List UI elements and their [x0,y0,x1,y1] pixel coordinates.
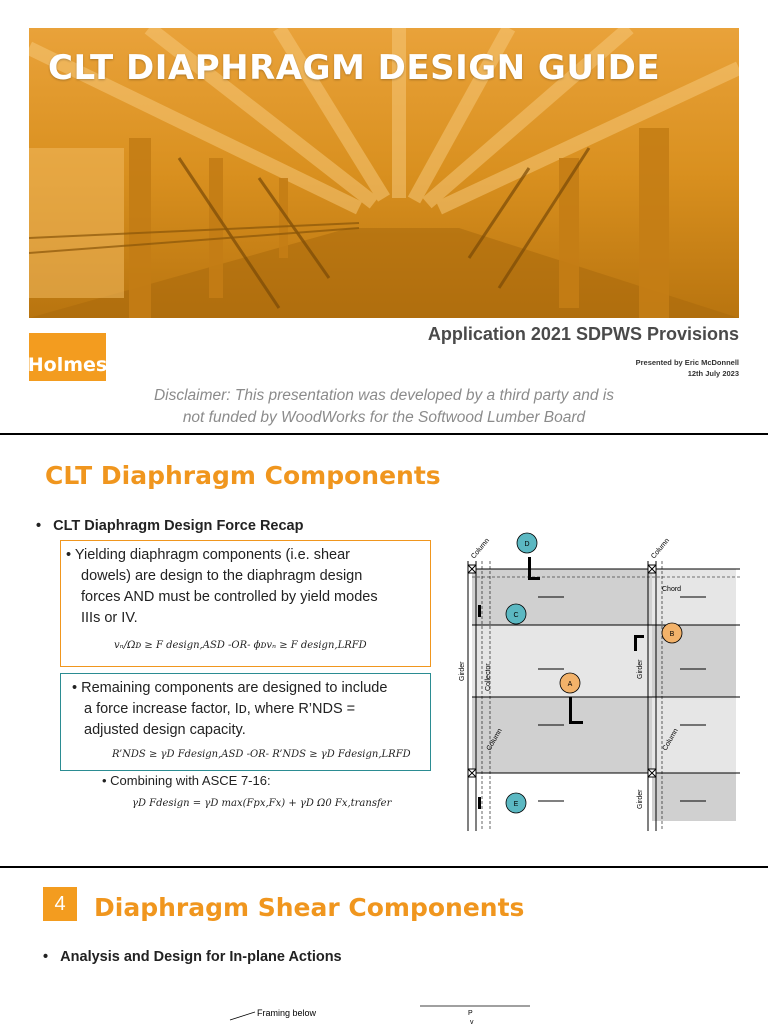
label-p: P [468,1010,473,1017]
box1-line-1: • Yielding diaphragm components (i.e. shear [66,547,350,563]
detail-b-label: B [669,631,675,638]
slide-title: Diaphragm Shear Components [94,893,525,922]
slide-title [0,0,768,433]
disclaimer-line-2: not funded by WoodWorks for the Softwood Lumber Board [182,409,586,426]
label-girder-2: Girder [637,659,644,679]
shear-figure-partial [200,998,560,1024]
diaphragm-plan-diagram [444,521,766,831]
detail-a-label: A [567,681,573,688]
box1-line-2: dowels) are design to the diaphragm design [81,568,363,584]
main-bullet: • CLT Diaphragm Design Force Recap [36,518,304,534]
combine-formula: γD Fdesign = γD max(Fpx,Fx) + γD Ω0 Fx,transfer [132,798,392,809]
label-framing-below: Framing below [257,1008,317,1018]
box1-line-3: forces AND must be controlled by yield modes [81,589,378,605]
presentation-title: CLT DIAPHRAGM DESIGN GUIDE [48,48,661,88]
presenter-info [636,357,739,379]
box2-formula: R’NDS ≥ γD Fdesign,ASD -OR- R’NDS ≥ γD Fdesign,LRFD [112,749,411,760]
presentation-date: 12th July 2023 [687,369,739,378]
slide-components [0,433,768,866]
presenter-name: Presented by Eric McDonnell [635,358,739,367]
subtitle: Application 2021 SDPWS Provisions [427,324,739,344]
detail-c-label: C [513,612,519,619]
disclaimer-line-1: Disclaimer: This presentation was developed by a third party and is [153,387,615,404]
label-chord: Chord [662,586,682,593]
box1-line-4: IIIs or IV. [81,610,138,626]
label-girder-1: Girder [459,661,466,681]
main-bullet: • Analysis and Design for In-plane Actions [43,949,342,965]
box2-line-2: a force increase factor, Iᴅ, where R’NDS = [84,701,356,717]
box2-line-3: adjusted design capacity. [84,722,246,738]
label-collector: Collector [485,663,492,691]
label-column-4: Column [661,727,680,752]
slide-title: CLT Diaphragm Components [45,461,441,490]
holmes-logo [29,333,106,381]
label-column-3: Column [485,727,504,752]
disclaimer [0,385,768,429]
label-column-1: Column [470,537,492,561]
combine-bullet: • Combining with ASCE 7-16: [102,773,271,788]
main-bullet-text: CLT Diaphragm Design Force Recap [53,518,304,534]
slide-shear-components [0,866,768,1024]
label-girder-3: Girder [637,789,644,809]
logo-text: Holmes [27,354,108,376]
main-bullet-text: Analysis and Design for In-plane Actions [60,949,342,965]
box2-line-1: • Remaining components are designed to include [72,680,388,696]
label-v: v [470,1019,474,1024]
section-number: 4 [43,887,77,921]
box1-formula: vₙ/Ωᴅ ≥ F design,ASD -OR- ϕᴅvₙ ≥ F design,LRFD [114,640,367,651]
detail-e-label: E [513,801,519,808]
detail-d-label: D [524,541,530,548]
label-column-2: Column [650,537,672,561]
